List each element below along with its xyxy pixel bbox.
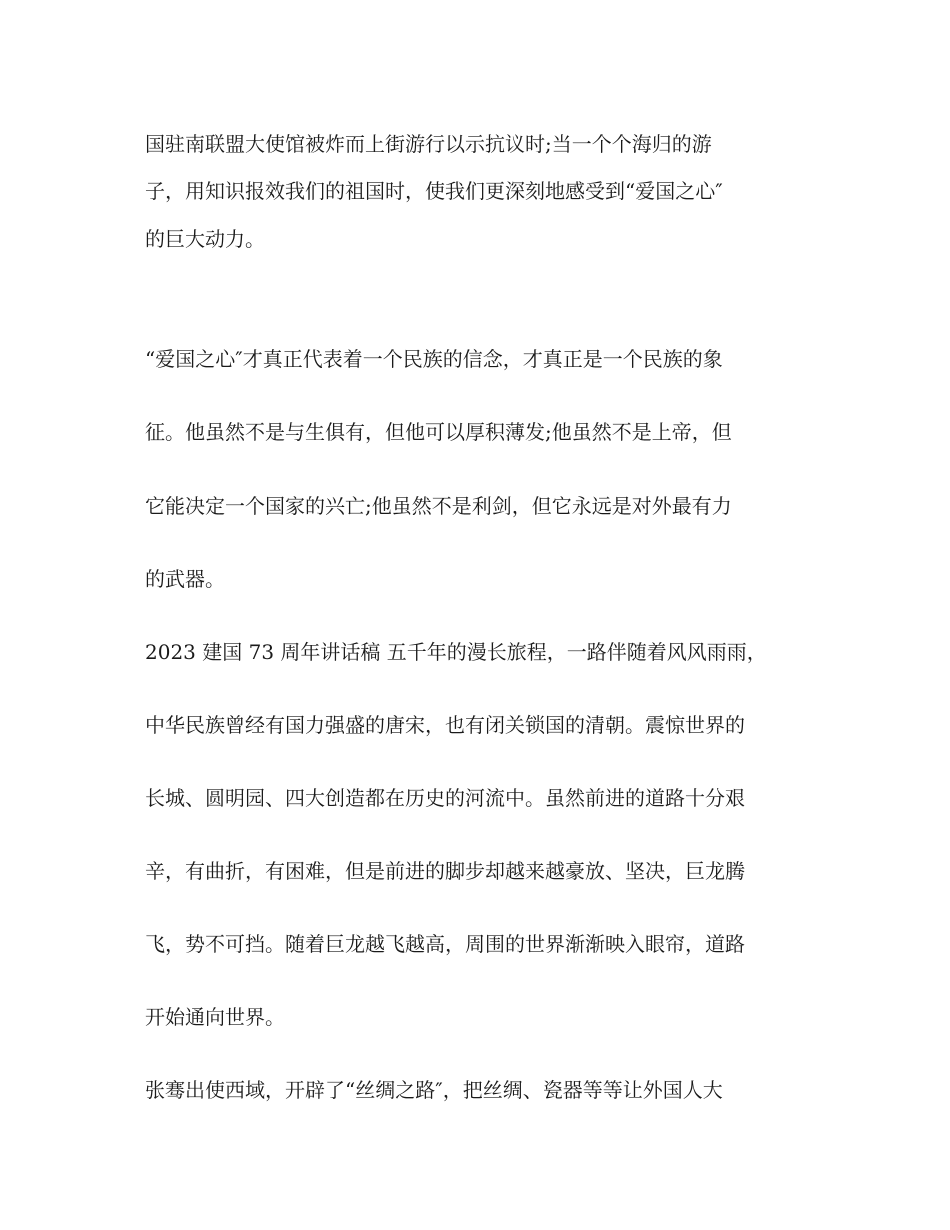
text-line: 飞，势不可挡。随着巨龙越飞越高，周围的世界渐渐映入眼帘，道路 xyxy=(145,932,745,956)
text-line: “爱国之心″才真正代表着一个民族的信念，才真正是一个民族的象 xyxy=(145,347,723,371)
text-line: 的巨大动力。 xyxy=(145,227,265,251)
text-line: 的武器。 xyxy=(145,567,225,591)
text-line: 国驻南联盟大使馆被炸而上街游行以示抗议时;当一个个海归的游 xyxy=(145,132,712,156)
text-line: 开始通向世界。 xyxy=(145,1005,285,1029)
text-line: 子，用知识报效我们的祖国时，使我们更深刻地感受到“爱国之心″ xyxy=(145,179,723,203)
text-line: 它能决定一个国家的兴亡;他虽然不是利剑，但它永远是对外最有力 xyxy=(145,494,732,518)
text-line: 长城、圆明园、四大创造都在历史的河流中。虽然前进的道路十分艰 xyxy=(145,786,745,810)
text-line: 张骞出使西域，开辟了“丝绸之路″，把丝绸、瓷器等等让外国人大 xyxy=(145,1078,723,1102)
text-line: 征。他虽然不是与生俱有，但他可以厚积薄发;他虽然不是上帝，但 xyxy=(145,420,732,444)
text-line: 2023 建国 73 周年讲话稿 五千年的漫长旅程，一路伴随着风风雨雨， xyxy=(145,640,767,664)
text-line: 辛，有曲折，有困难，但是前进的脚步却越来越豪放、坚决，巨龙腾 xyxy=(145,859,745,883)
text-line: 中华民族曾经有国力强盛的唐宋，也有闭关锁国的清朝。震惊世界的 xyxy=(145,713,745,737)
